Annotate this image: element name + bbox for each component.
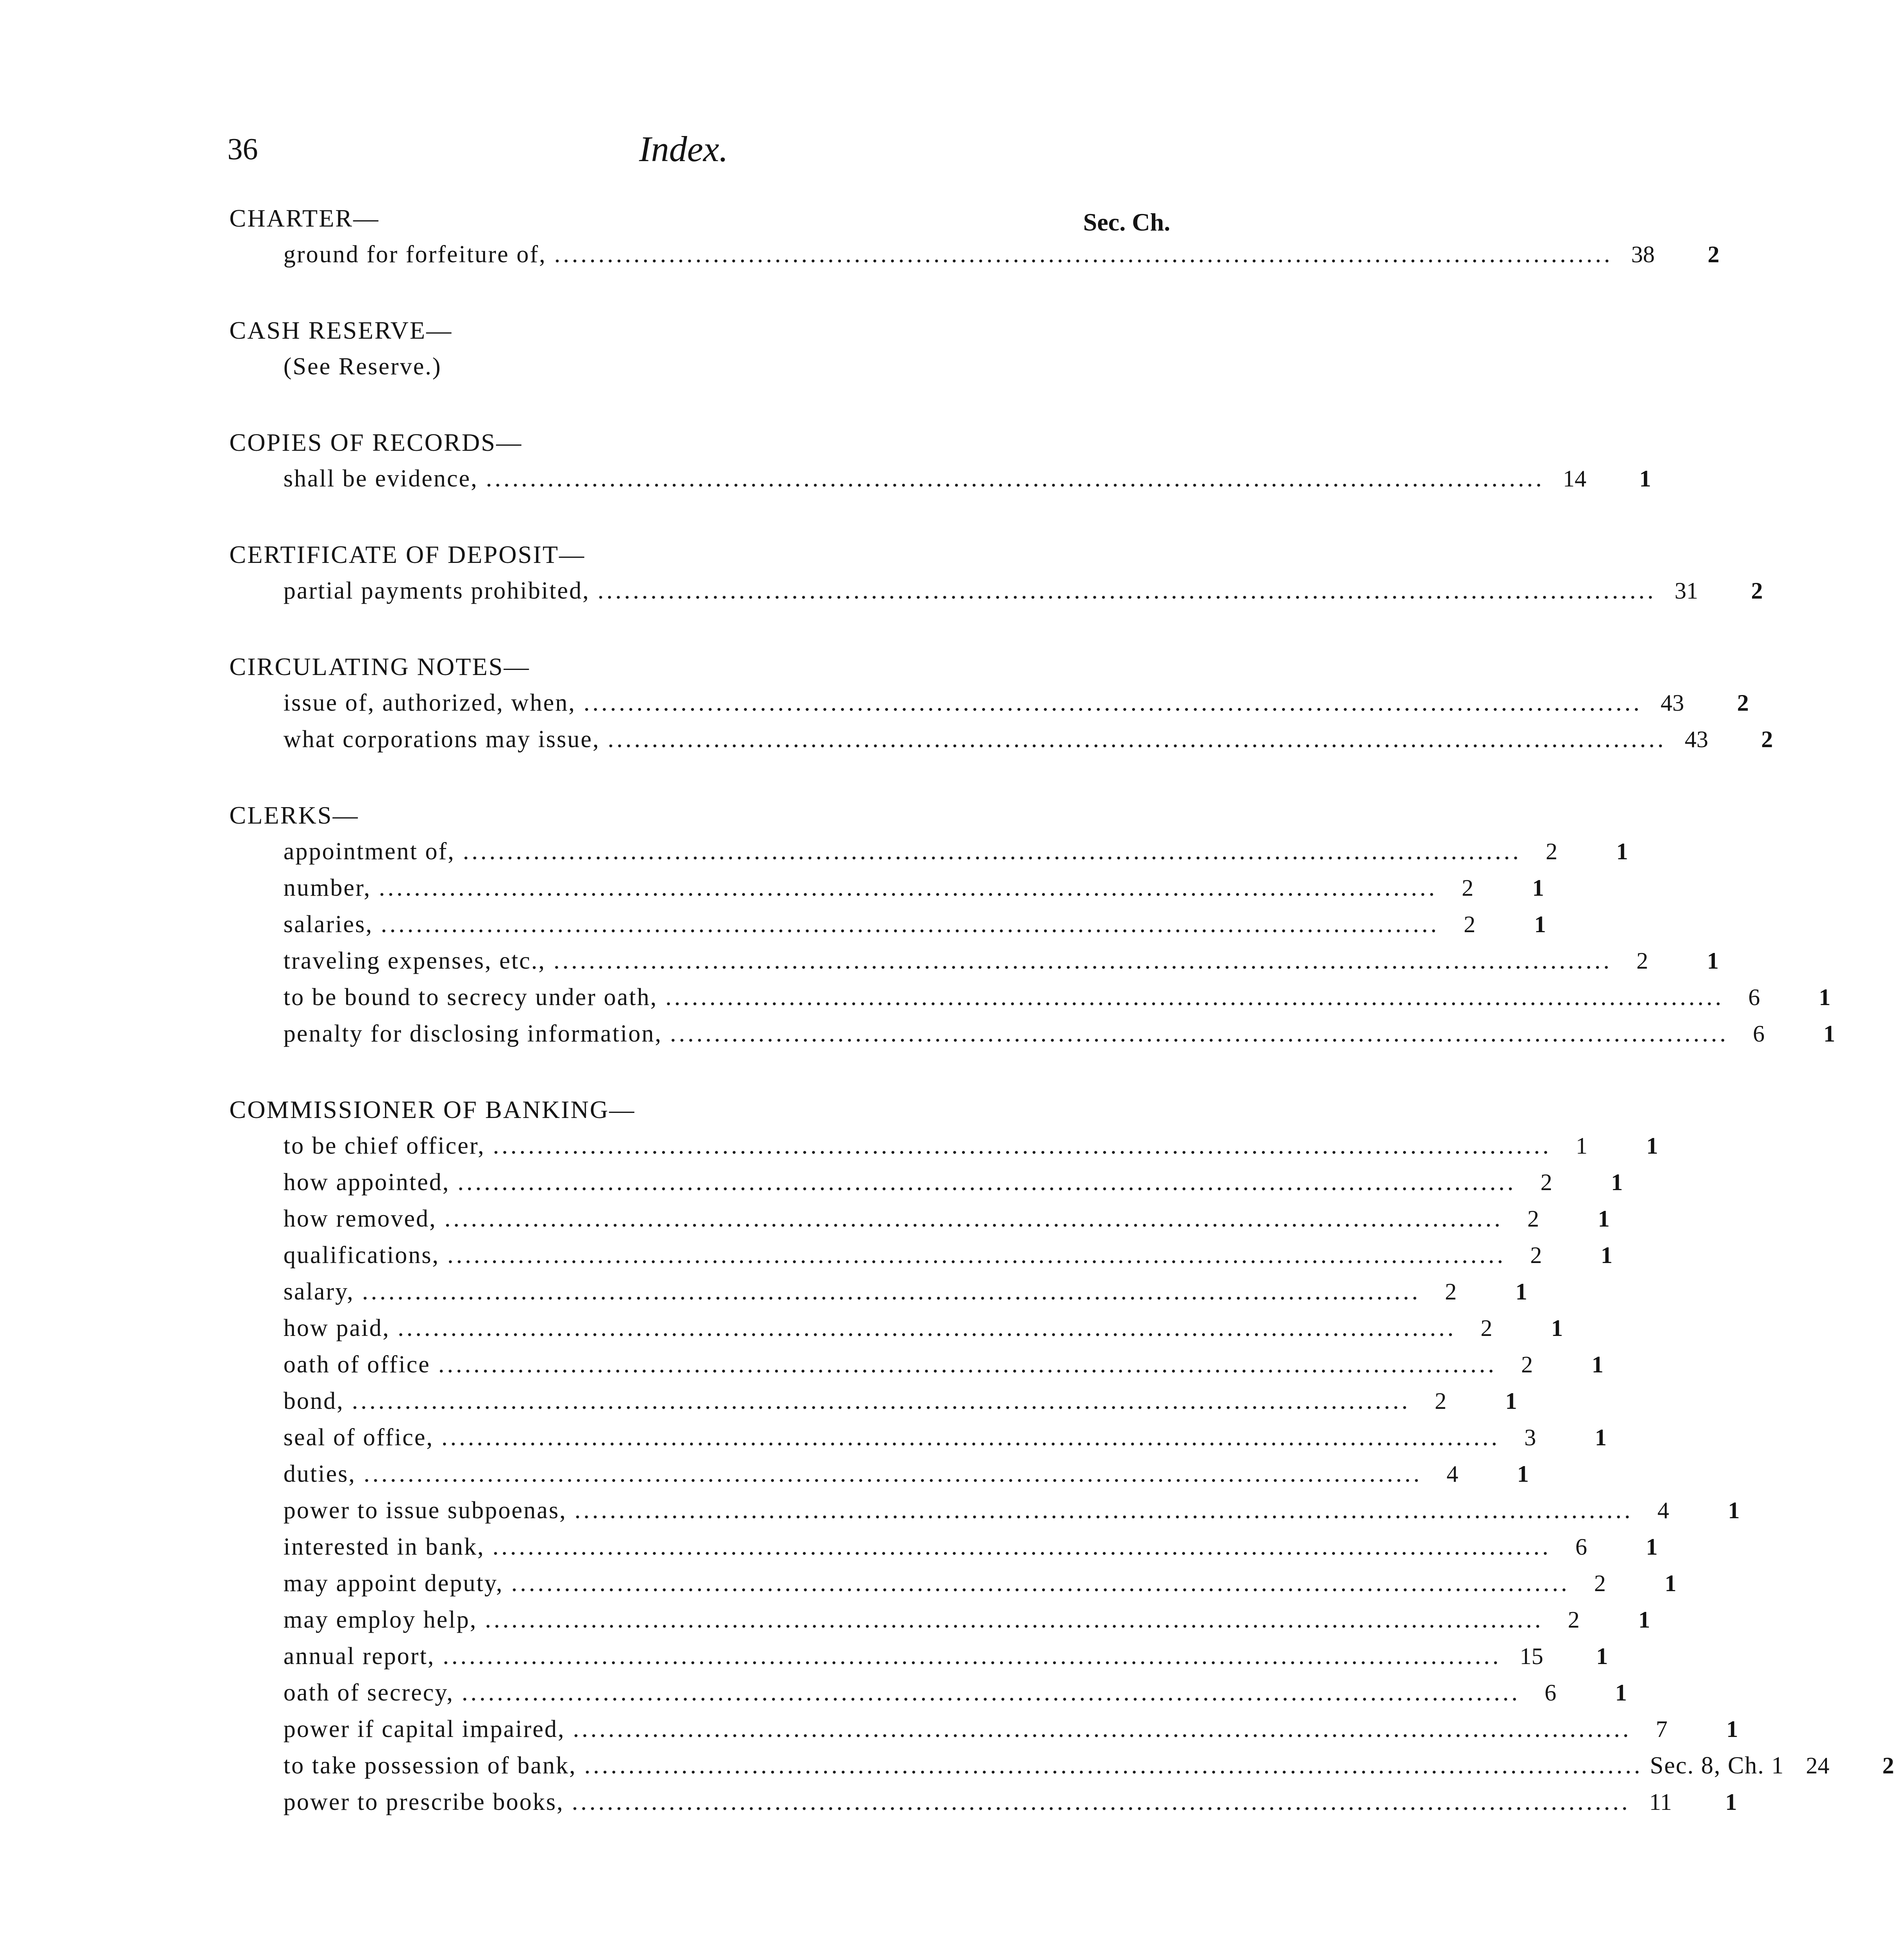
chapter-number: 1 [1551,1315,1563,1341]
chapter-number: 2 [1707,241,1720,267]
section-number: 6 [1544,1680,1556,1706]
chapter-number: 2 [1761,726,1773,752]
index-entry [229,1383,1517,1419]
dot-leader: ........................................................................................................................ [458,1174,1517,1194]
entry-text: oath of secrecy, [283,1679,454,1706]
section-number: 38 [1631,241,1655,267]
index-entry [229,1711,1738,1748]
index-entry [229,1529,1658,1565]
dot-leader: ........................................................................................................................ [585,1757,1644,1777]
entry-text: annual report, [283,1643,435,1670]
index-entry [229,1237,1613,1274]
section-number: 31 [1674,578,1698,604]
dot-leader: ........................................................................................................................ [445,1210,1504,1230]
index-entry [229,348,1170,385]
index-entry [229,1638,1608,1675]
chapter-number: 1 [1598,1206,1610,1232]
chapter-number: 1 [1726,1716,1738,1742]
section-number: 7 [1656,1716,1668,1742]
section-number: 2 [1527,1206,1539,1232]
dot-leader: ........................................................................................................................ [608,731,1667,751]
section-number: 2 [1462,875,1474,901]
chapter-number: 2 [1751,578,1763,604]
dot-leader: ........................................................................................................................ [380,880,1438,900]
index-entry [229,1565,1676,1602]
entry-text: may appoint deputy, [283,1570,503,1597]
entry-text: oath of office [283,1351,430,1378]
dot-leader: ........................................................................................................................ [381,916,1440,936]
entry-text: salary, [283,1278,354,1305]
index-entry [229,721,1773,758]
dot-leader: ........................................................................................................................ [572,1794,1631,1814]
entry-text: appointment of, [283,838,455,865]
chapter-number: 1 [1532,875,1544,901]
section-number: 15 [1520,1643,1544,1669]
index-entry [229,685,1749,721]
dot-leader: ........................................................................................................................ [584,695,1643,715]
chapter-number: 1 [1600,1242,1613,1268]
chapter-number: 1 [1646,1534,1658,1560]
index-entry [229,870,1544,906]
chapter-number: 1 [1823,1021,1835,1047]
section-heading-text: COMMISSIONER OF BANKING— [229,1096,636,1123]
index-section [229,424,1651,497]
section-number: 14 [1563,466,1587,492]
dot-leader: ........................................................................................................................ [494,1138,1553,1158]
page-number: 36 [227,132,258,166]
dot-leader: ........................................................................................................................ [487,470,1545,490]
chapter-number: 1 [1534,911,1546,937]
section-heading-text: CHARTER— [229,204,380,232]
chapter-number: 1 [1517,1461,1529,1487]
entry-text: (See Reserve.) [283,353,442,380]
index-entry [229,236,1720,273]
index-section [229,200,1720,273]
chapter-number: 2 [1737,690,1749,716]
chapter-number: 1 [1505,1388,1517,1414]
running-title: Index. [639,129,728,169]
section-number: 2 [1636,948,1648,974]
entry-text: to be bound to secrecy under oath, [283,984,658,1011]
index-entry [229,1492,1740,1529]
chapter-number: 1 [1591,1352,1603,1377]
index-entry [229,573,1763,609]
section-number: 4 [1657,1497,1669,1523]
section-number: 24 [1806,1753,1830,1779]
index-entry [229,943,1719,979]
chapter-number: 1 [1725,1789,1737,1815]
entry-text: issue of, authorized, when, [283,690,576,716]
entry-text: how appointed, [283,1169,450,1196]
chapter-number: 1 [1646,1133,1658,1159]
section-heading [229,424,1170,461]
section-number: 43 [1685,726,1709,752]
section-heading [229,536,1170,573]
entry-text: bond, [283,1388,344,1414]
section-number: 2 [1594,1570,1606,1596]
index-section [229,648,1773,758]
section-heading [229,200,1170,236]
index-entry [229,1347,1603,1383]
entry-text: duties, [283,1461,356,1487]
entry-text: may employ help, [283,1606,477,1633]
entry-text: number, [283,875,371,901]
dot-leader: ........................................................................................................................ [352,1393,1411,1413]
section-number: 2 [1567,1607,1580,1633]
entry-text: to be chief officer, [283,1132,485,1159]
chapter-number: 1 [1819,984,1831,1010]
chapter-number: 1 [1615,1680,1627,1706]
dot-leader: ........................................................................................................................ [512,1575,1571,1595]
index-entry [229,1419,1607,1456]
chapter-number: 1 [1616,838,1628,864]
dot-leader: ........................................................................................................................ [364,1466,1423,1486]
section-number: 2 [1445,1279,1457,1305]
chapter-number: 1 [1664,1570,1676,1596]
entry-text: to take possession of bank, [283,1752,577,1779]
section-number: 2 [1521,1352,1533,1377]
index-entry [229,1456,1529,1492]
section-number: 43 [1660,690,1684,716]
section-number: 2 [1545,838,1558,864]
section-heading [229,312,1170,348]
entry-text: how removed, [283,1205,437,1232]
dot-leader: ........................................................................................................................ [439,1356,1498,1376]
entry-text: power if capital impaired, [283,1716,565,1742]
dot-leader: ........................................................................................................................ [670,1025,1729,1045]
dot-leader: ........................................................................................................................ [443,1648,1502,1668]
index-entry [229,1128,1658,1164]
entry-text: what corporations may issue, [283,726,600,753]
index-entry [229,1164,1623,1201]
section-number: 3 [1524,1425,1536,1450]
index-entry [229,833,1628,870]
section-heading [229,797,1170,833]
dot-leader: ........................................................................................................................ [555,246,1614,266]
dot-leader: ........................................................................................................................ [485,1612,1544,1632]
section-heading [229,1091,1170,1128]
entry-text: interested in bank, [283,1534,485,1560]
dot-leader: ........................................................................................................................ [462,1684,1521,1704]
dot-leader: ........................................................................................................................ [575,1502,1634,1522]
entry-text: seal of office, [283,1424,434,1451]
index-entry [229,1675,1627,1711]
index-entry [229,1748,1894,1784]
chapter-number: 1 [1594,1425,1607,1450]
index-entry [229,1602,1650,1638]
dot-leader: ........................................................................................................................ [363,1283,1422,1303]
section-heading-text: CIRCULATING NOTES— [229,653,530,681]
index-entry [229,979,1831,1016]
section-number: 2 [1530,1242,1542,1268]
section-number: 2 [1435,1388,1447,1414]
entry-text: penalty for disclosing information, [283,1020,662,1047]
section-number: 1 [1576,1133,1588,1159]
entry-text: ground for forfeiture of, [283,241,547,268]
index-content [229,200,1894,1860]
index-section [229,797,1835,1052]
entry-text: how paid, [283,1315,390,1341]
dot-leader: ........................................................................................................................ [598,583,1657,603]
chapter-number: 1 [1728,1497,1740,1523]
section-number: 2 [1464,911,1476,937]
section-number: 4 [1446,1461,1458,1487]
chapter-number: 1 [1638,1607,1650,1633]
section-number: 6 [1748,984,1760,1010]
index-section [229,1091,1894,1820]
entry-text: partial payments prohibited, [283,577,590,604]
column-labels: Sec. Ch. [1083,208,1170,236]
chapter-number: 1 [1639,466,1651,492]
section-heading [229,648,1170,685]
chapter-number: 2 [1882,1753,1894,1779]
section-number: 6 [1575,1534,1587,1560]
index-entry [229,1016,1835,1052]
index-section [229,312,1170,385]
entry-text: traveling expenses, etc., [283,947,546,974]
chapter-number: 1 [1707,948,1719,974]
entry-text: shall be evidence, [283,465,478,492]
section-number: 2 [1480,1315,1493,1341]
index-entry [229,1201,1610,1237]
dot-leader: ........................................................................................................................ [398,1320,1457,1340]
dot-leader: ........................................................................................................................ [448,1247,1507,1267]
entry-text: qualifications, [283,1242,439,1269]
dot-leader: ........................................................................................................................ [463,843,1522,863]
index-entry [229,1784,1737,1820]
index-entry [229,906,1546,943]
chapter-number: 1 [1515,1279,1527,1305]
index-section [229,536,1763,609]
section-number: 2 [1540,1169,1553,1195]
entry-text: salaries, [283,911,373,938]
section-heading-text: COPIES OF RECORDS— [229,428,523,456]
index-entry [229,461,1651,497]
index-entry [229,1274,1527,1310]
chapter-number: 1 [1596,1643,1608,1669]
section-heading-text: CASH RESERVE— [229,316,453,344]
dot-leader: ........................................................................................................................ [666,989,1725,1009]
chapter-number: 1 [1611,1169,1623,1195]
dot-leader: ........................................................................................................................ [574,1721,1633,1741]
entry-text: power to prescribe books, [283,1789,564,1815]
section-heading-text: CLERKS— [229,801,359,829]
section-number: 6 [1752,1021,1765,1047]
dot-leader: ........................................................................................................................ [442,1429,1501,1449]
dot-leader: ........................................................................................................................ [554,953,1613,973]
index-entry [229,1310,1563,1347]
section-number: 11 [1649,1789,1672,1815]
section-heading-text: CERTIFICATE OF DEPOSIT— [229,541,585,568]
page-header [227,125,1168,180]
cross-reference: Sec. 8, Ch. 1 [1650,1752,1785,1779]
entry-text: power to issue subpoenas, [283,1497,567,1524]
dot-leader: ........................................................................................................................ [493,1539,1552,1559]
